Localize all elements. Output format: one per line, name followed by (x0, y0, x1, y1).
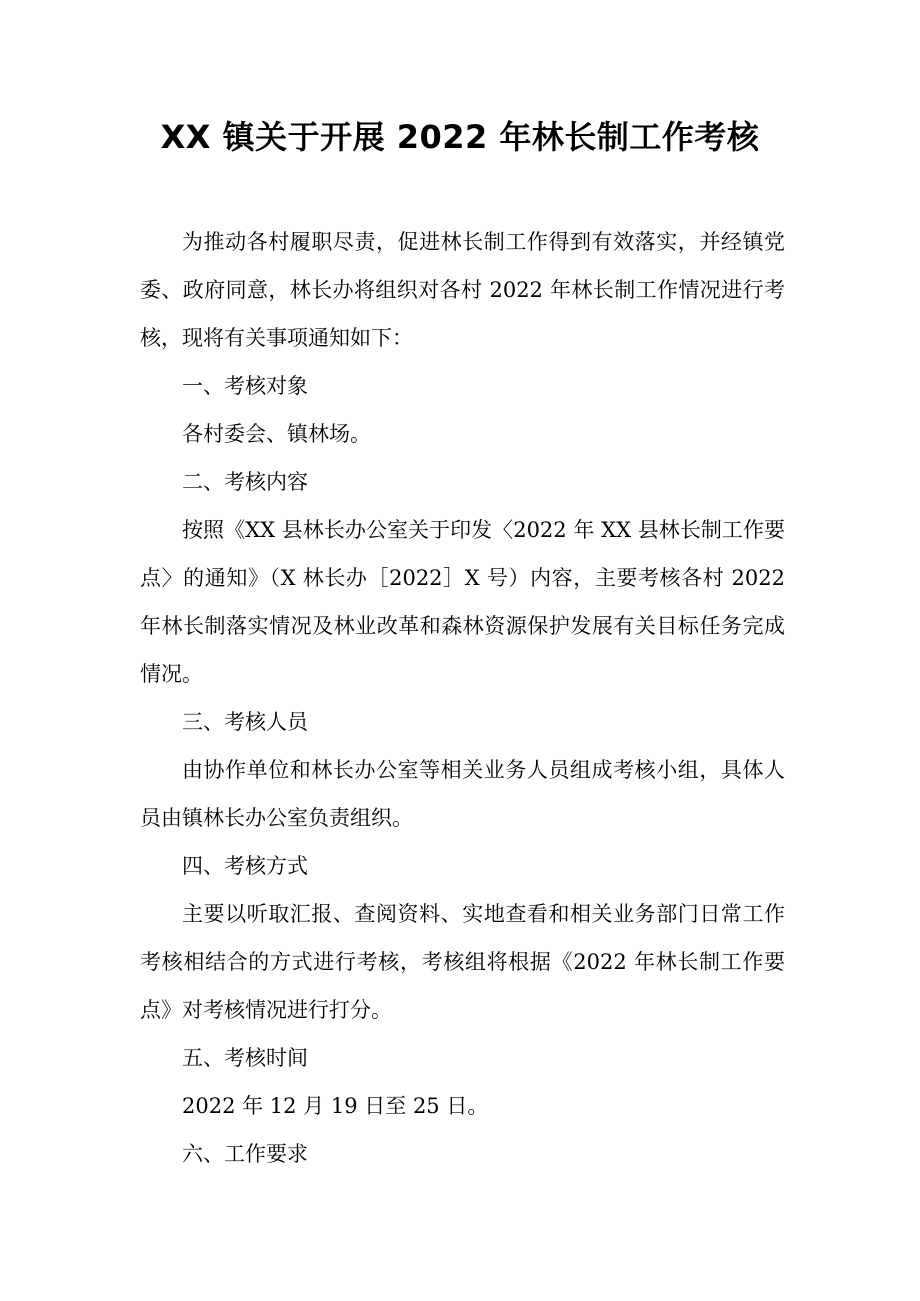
document-body (140, 218, 785, 1178)
section-text-3: 由协作单位和林长办公室等相关业务人员组成考核小组，具体人员由镇林长办公室负责组织。 (140, 758, 785, 830)
section-text-5: 2022 年 12 月 19 日至 25 日。 (182, 1094, 489, 1118)
section-heading-1: 一、考核对象 (182, 374, 308, 398)
section-heading-2: 二、考核内容 (182, 470, 308, 494)
intro-paragraph: 为推动各村履职尽责，促进林长制工作得到有效落实，并经镇党委、政府同意，林长办将组织对各村 2022 年林长制工作情况进行考核，现将有关事项通知如下： (140, 230, 785, 350)
section-text-1: 各村委会、镇林场。 (182, 422, 371, 446)
section-heading-3: 三、考核人员 (182, 710, 308, 734)
section-text-2: 按照《XX 县林长办公室关于印发〈2022 年 XX 县林长制工作要点〉的通知》（X 林长办［2022］X 号）内容，主要考核各村 2022 年林长制落实情况及林业改革和森林资源保护发展有关目标任务完成情况。 (140, 518, 785, 686)
document-title: XX 镇关于开展 2022 年林长制工作考核 (160, 118, 760, 156)
section-heading-4: 四、考核方式 (182, 854, 308, 878)
section-text-4: 主要以听取汇报、查阅资料、实地查看和相关业务部门日常工作考核相结合的方式进行考核，考核组将根据《2022 年林长制工作要点》对考核情况进行打分。 (140, 902, 785, 1022)
section-heading-5: 五、考核时间 (182, 1046, 308, 1070)
section-heading-6: 六、工作要求 (182, 1142, 308, 1166)
